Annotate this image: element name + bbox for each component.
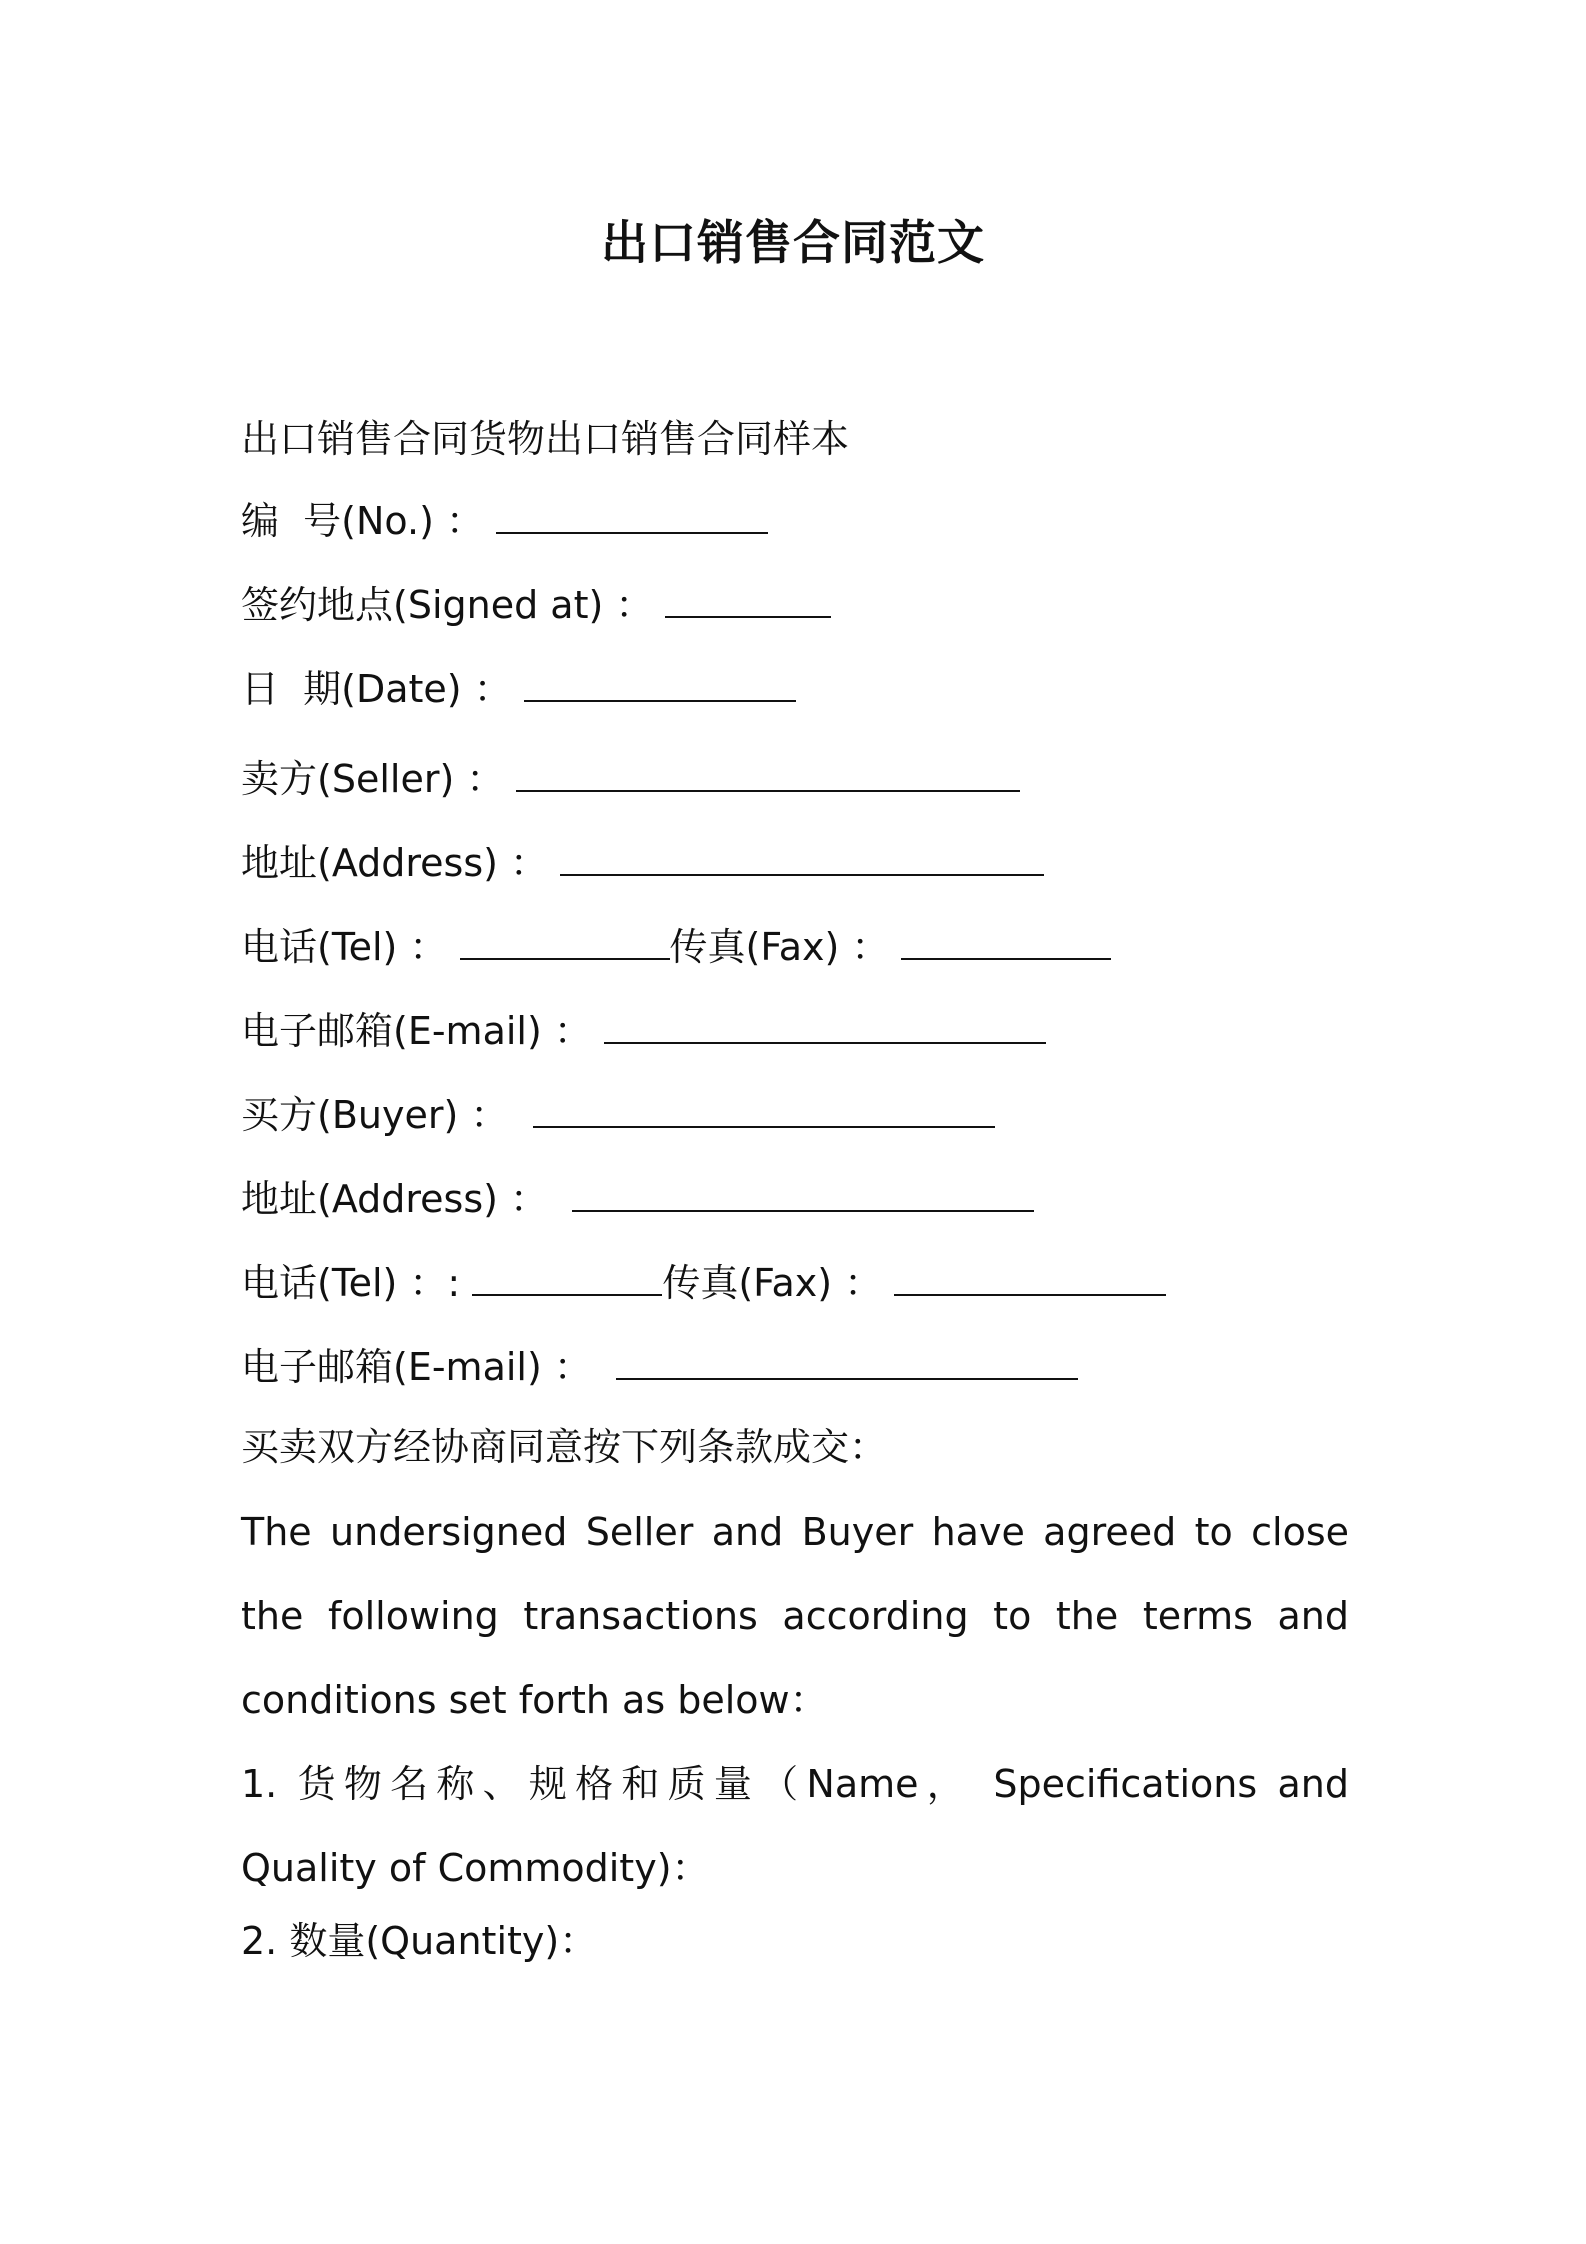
blank-line[interactable] (524, 670, 796, 702)
field-label: 电话(Tel) ： (241, 925, 448, 969)
field-seller-email (241, 1006, 1046, 1056)
blank-line[interactable] (665, 586, 831, 618)
field-buyer-address (241, 1174, 1034, 1224)
field-seller-tel-fax (241, 922, 1111, 972)
field-label: 签约地点(Signed at) ： (241, 583, 654, 627)
clause-number: 2. (241, 1919, 278, 1963)
field-label: 传真(Fax) ： (662, 1261, 883, 1305)
document-title: 出口销售合同范文 (601, 216, 985, 271)
clause-text: 货物名称、规格和质量（Name， Specifications and Quality of Commodity)： (241, 1762, 1349, 1890)
blank-line[interactable] (894, 1264, 1166, 1296)
field-buyer (241, 1090, 995, 1140)
blank-line[interactable] (901, 928, 1111, 960)
field-label: 卖方(Seller) ： (241, 757, 505, 801)
blank-line[interactable] (472, 1264, 662, 1296)
field-label: 日 期(Date) ： (241, 667, 512, 711)
agreement-en: The undersigned Seller and Buyer have agreed to close the following transactions according to the terms and conditions set forth as below： (241, 1510, 1349, 1722)
blank-line[interactable] (572, 1180, 1034, 1212)
blank-line[interactable] (533, 1096, 995, 1128)
field-label: 电子邮箱(E-mail) ： (241, 1009, 592, 1053)
blank-line[interactable] (516, 760, 1020, 792)
field-signed-at (241, 580, 831, 630)
field-date (241, 664, 796, 714)
blank-line[interactable] (604, 1012, 1046, 1044)
field-label: 地址(Address) ： (241, 841, 549, 885)
field-contract-no (241, 496, 768, 546)
field-label: 传真(Fax) ： (669, 925, 890, 969)
clause-item (241, 1916, 597, 1966)
clause-item (241, 1742, 1349, 1910)
clause-text: 数量(Quantity)： (289, 1919, 598, 1963)
blank-line[interactable] (616, 1348, 1078, 1380)
field-seller (241, 754, 1020, 804)
field-label: 电子邮箱(E-mail) ： (241, 1345, 592, 1389)
agreement-cn: 买卖双方经协商同意按下列条款成交： (241, 1425, 888, 1469)
field-buyer-email (241, 1342, 1078, 1392)
clause-number: 1. (241, 1762, 278, 1806)
field-label: 编 号(No.) ： (241, 499, 484, 543)
blank-line[interactable] (496, 502, 768, 534)
document-subtitle: 出口销售合同货物出口销售合同样本 (241, 417, 850, 461)
field-label: 买方(Buyer) ： (241, 1093, 509, 1137)
field-label: 地址(Address) ： (241, 1177, 549, 1221)
field-seller-address (241, 838, 1044, 888)
field-label: 电话(Tel) ：: (241, 1261, 461, 1305)
field-buyer-tel-fax (241, 1258, 1166, 1308)
blank-line[interactable] (460, 928, 670, 960)
blank-line[interactable] (560, 844, 1044, 876)
